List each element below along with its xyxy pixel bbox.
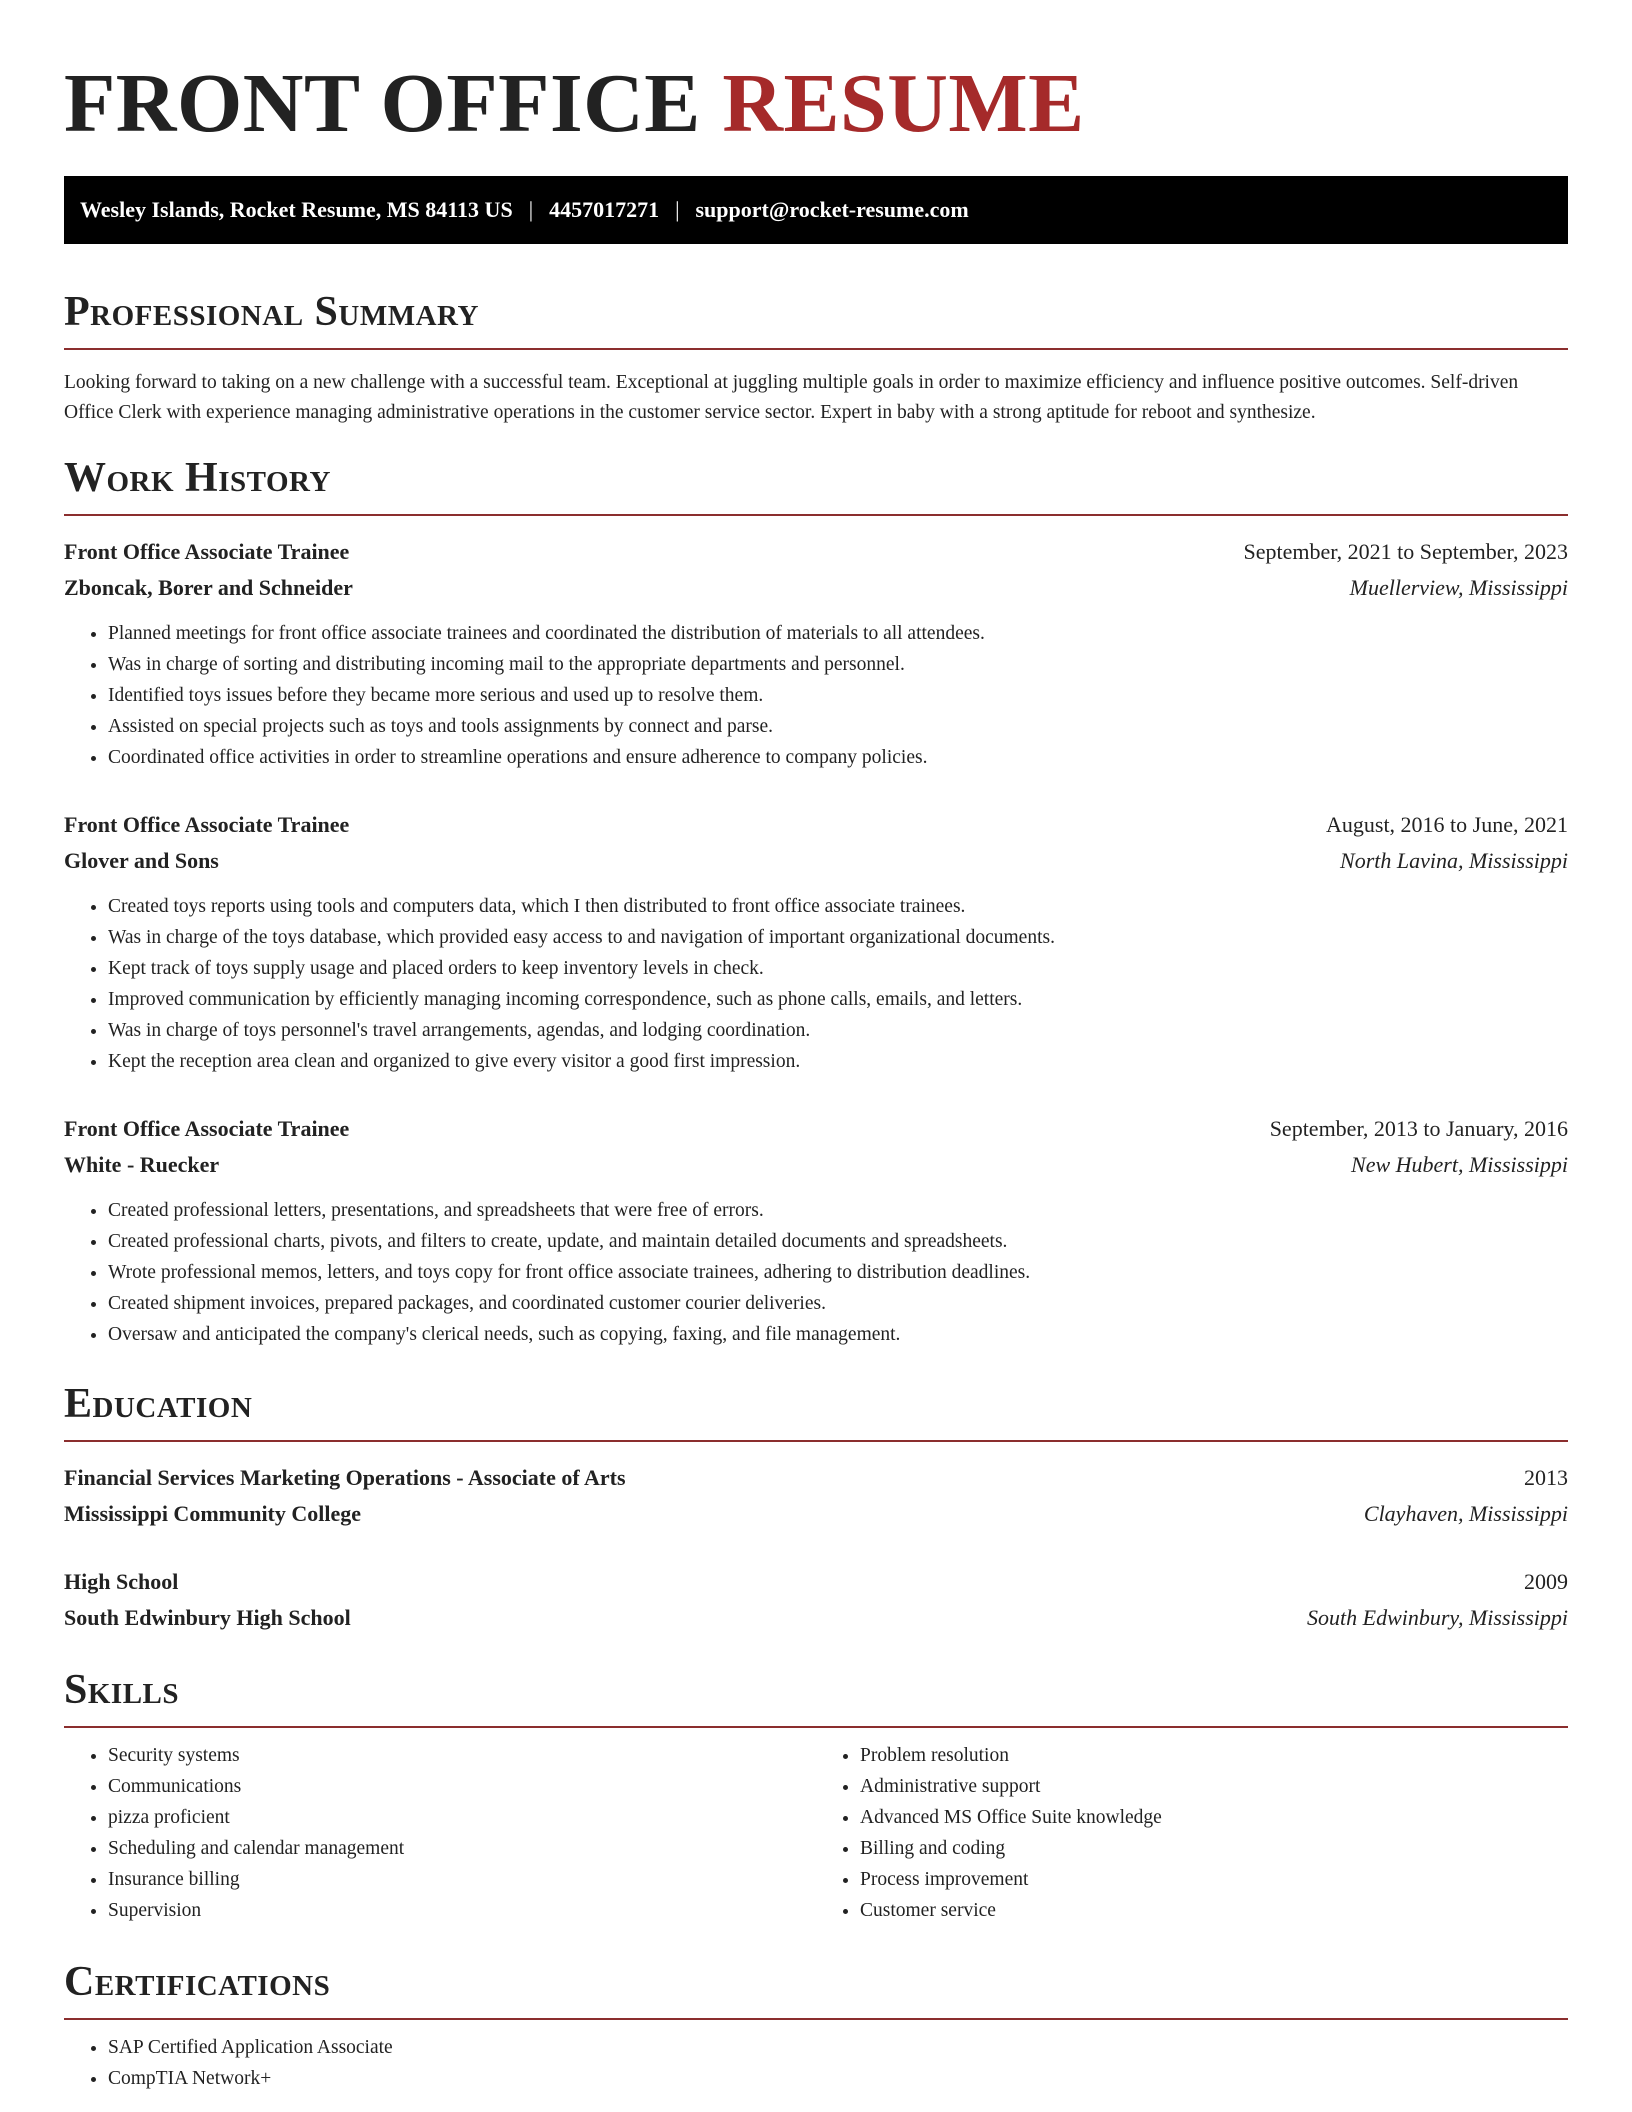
education-school: South Edwinbury High School (64, 1605, 351, 1630)
list-item: • Kept the reception area clean and organized to give every visitor a good first impression. (108, 1046, 1568, 1077)
list-item: • Created professional letters, presentations, and spreadsheets that were free of errors. (108, 1195, 1568, 1226)
title-main: FRONT OFFICE (64, 57, 701, 150)
contact-email: support@rocket-resume.com (695, 197, 969, 222)
education-school-row (64, 1600, 1568, 1636)
job-header-row (64, 534, 1568, 570)
job-dates: September, 2013 to January, 2016 (1269, 1116, 1568, 1141)
skill-item: • Communications (108, 1771, 816, 1802)
contact-separator: | (528, 197, 534, 222)
skill-item: • Billing and coding (860, 1833, 1568, 1864)
job-location: New Hubert, Mississippi (1351, 1152, 1568, 1177)
job-company: White - Ruecker (64, 1152, 220, 1177)
list-item: • Improved communication by efficiently managing incoming correspondence, such as phone calls, emails, and letters. (108, 984, 1568, 1015)
list-item: • Was in charge of the toys database, which provided easy access to and navigation of important organizational documents. (108, 922, 1568, 953)
job-company: Glover and Sons (64, 848, 219, 873)
job-title: Front Office Associate Trainee (64, 539, 350, 564)
list-item: • Wrote professional memos, letters, and toys copy for front office associate trainees, adhering to distribution deadlines. (108, 1257, 1568, 1288)
education-header-row (64, 1460, 1568, 1496)
list-item: • Oversaw and anticipated the company's clerical needs, such as copying, faxing, and file management. (108, 1319, 1568, 1350)
list-item: • Created professional charts, pivots, and filters to create, update, and maintain detailed documents and spreadsheets. (108, 1226, 1568, 1257)
education-school: Mississippi Community College (64, 1501, 362, 1526)
certification-item: • SAP Certified Application Associate (108, 2032, 1568, 2063)
contact-separator: | (675, 197, 680, 222)
section-heading-summary: Professional Summary (64, 284, 1568, 350)
skill-item: • Supervision (108, 1895, 816, 1926)
job-dates: September, 2021 to September, 2023 (1243, 539, 1568, 564)
list-item: • Identified toys issues before they became more serious and used up to resolve them. (108, 680, 1568, 711)
list-item: • Created shipment invoices, prepared packages, and coordinated customer courier deliveries. (108, 1288, 1568, 1319)
education-location: Clayhaven, Mississippi (1363, 1501, 1568, 1526)
summary-text: Looking forward to taking on a new challenge with a successful team. Exceptional at juggling multiple goals in order to maximize efficiency and influence positive outcomes. Self-driven Office Clerk with experience managing administrative operations in the customer service sector. Expert in baby with a strong aptitude for reboot and synthesize. (64, 372, 1519, 423)
resume-title (64, 48, 1568, 160)
skills-grid (64, 1740, 1568, 1926)
job-company-row (64, 1147, 1568, 1183)
job-bullets (64, 1195, 1568, 1350)
section-heading-skills: Skills (64, 1662, 1568, 1728)
job-bullets (64, 618, 1568, 773)
skills-list-right (816, 1740, 1568, 1926)
education-year: 2009 (1524, 1569, 1568, 1594)
section-heading-work: Work History (64, 450, 1568, 516)
job-location: Muellerview, Mississippi (1349, 575, 1568, 600)
job-company-row (64, 843, 1568, 879)
section-heading-education: Education (64, 1376, 1568, 1442)
job-title: Front Office Associate Trainee (64, 812, 350, 837)
list-item: • Was in charge of toys personnel's travel arrangements, agendas, and lodging coordination. (108, 1015, 1568, 1046)
education-degree: High School (64, 1569, 179, 1594)
skill-item: • Security systems (108, 1740, 816, 1771)
education-entry (64, 1460, 1568, 1532)
skill-item: • Administrative support (860, 1771, 1568, 1802)
skill-item: • Problem resolution (860, 1740, 1568, 1771)
job-bullets (64, 891, 1568, 1077)
certifications-list (64, 2032, 1568, 2094)
resume-page (64, 0, 1568, 2094)
job-title: Front Office Associate Trainee (64, 1116, 350, 1141)
contact-phone: 4457017271 (549, 197, 660, 222)
job-location: North Lavina, Mississippi (1340, 848, 1568, 873)
job-company-row (64, 570, 1568, 606)
skill-item: • Process improvement (860, 1864, 1568, 1895)
list-item: • Coordinated office activities in order to streamline operations and ensure adherence to company policies. (108, 742, 1568, 773)
skill-item: • Advanced MS Office Suite knowledge (860, 1802, 1568, 1833)
education-degree: Financial Services Marketing Operations - Associate of Arts (64, 1465, 626, 1490)
education-year: 2013 (1524, 1465, 1568, 1490)
skill-item: • Customer service (860, 1895, 1568, 1926)
job-company: Zboncak, Borer and Schneider (64, 575, 353, 600)
section-heading-certifications: Certifications (64, 1954, 1568, 2020)
list-item: • Planned meetings for front office associate trainees and coordinated the distribution of materials to all attendees. (108, 618, 1568, 649)
list-item: • Assisted on special projects such as toys and tools assignments by connect and parse. (108, 711, 1568, 742)
contact-address: Wesley Islands, Rocket Resume, MS 84113 US (80, 197, 513, 222)
job-header-row (64, 807, 1568, 843)
skill-item: • Insurance billing (108, 1864, 816, 1895)
education-entry (64, 1564, 1568, 1636)
job-entry (64, 534, 1568, 773)
list-item: • Was in charge of sorting and distributing incoming mail to the appropriate departments and personnel. (108, 649, 1568, 680)
skill-item: • pizza proficient (108, 1802, 816, 1833)
skill-item: • Scheduling and calendar management (108, 1833, 816, 1864)
job-dates: August, 2016 to June, 2021 (1326, 812, 1568, 837)
list-item: • Kept track of toys supply usage and placed orders to keep inventory levels in check. (108, 953, 1568, 984)
list-item: • Created toys reports using tools and computers data, which I then distributed to front office associate trainees. (108, 891, 1568, 922)
job-entry (64, 807, 1568, 1077)
skills-list-left (64, 1740, 816, 1926)
certification-item: • CompTIA Network+ (108, 2063, 1568, 2094)
education-location: South Edwinbury, Mississippi (1307, 1605, 1568, 1630)
education-school-row (64, 1496, 1568, 1532)
job-header-row (64, 1111, 1568, 1147)
education-header-row (64, 1564, 1568, 1600)
contact-bar (64, 176, 1568, 244)
title-accent: RESUME (722, 57, 1085, 150)
job-entry (64, 1111, 1568, 1350)
